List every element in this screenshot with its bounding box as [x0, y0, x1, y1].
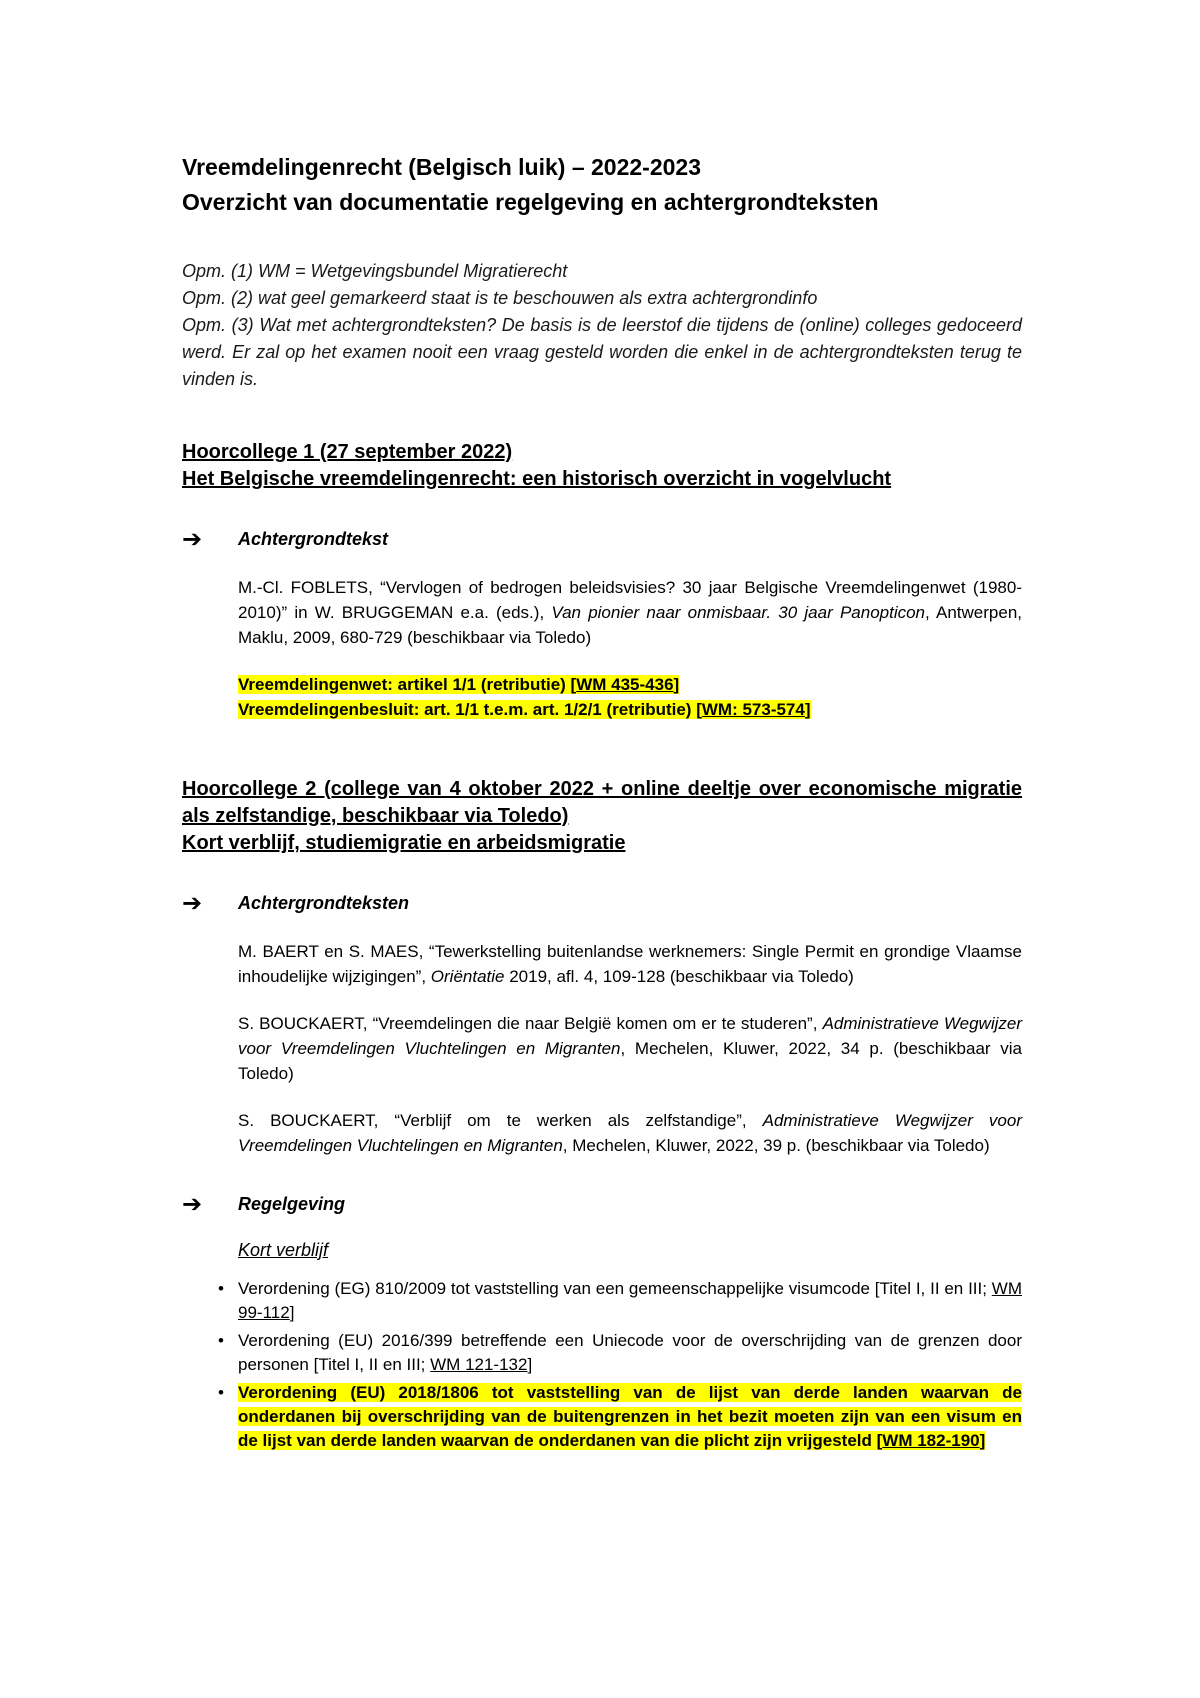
wm-reference-link[interactable]: WM 182-190	[882, 1431, 980, 1450]
reference-bouckaert-zelfstandige	[238, 1108, 1022, 1158]
highlight-text	[238, 675, 679, 694]
regulation-list	[182, 1277, 1022, 1453]
highlight-line-1	[238, 672, 1022, 697]
reference-title: Administratieve Wegwijzer voor Vreemdelingen Vluchtelingen en Migranten	[238, 1111, 1023, 1155]
document-title-line1: Vreemdelingenrecht (Belgisch luik) – 2022-2023	[182, 154, 702, 180]
remark-1: Opm. (1) WM = Wetgevingsbundel Migratierecht	[182, 261, 568, 281]
regelgeving-row	[182, 1191, 1022, 1218]
section-hoorcollege-2	[182, 776, 1022, 1453]
bullet-icon: •	[218, 1279, 224, 1298]
kort-verblijf-subheading: Kort verblijf	[238, 1240, 329, 1260]
right-arrow-icon: ➔	[182, 526, 203, 553]
bullet-icon: •	[218, 1383, 224, 1402]
bracket: ]	[804, 700, 811, 719]
achtergrondtekst-label: Achtergrondtekst	[238, 529, 389, 549]
section-2-heading-line2: Kort verblijf, studiemigratie en arbeidsmigratie	[182, 832, 626, 854]
achtergrondteksten-row	[182, 890, 1022, 917]
reference-title: Oriëntatie	[430, 967, 505, 986]
bracket: ]	[527, 1355, 533, 1374]
bracket: ]	[289, 1303, 295, 1322]
remarks	[182, 258, 1022, 393]
reference-baert-maes	[238, 939, 1022, 989]
document-title-line2: Overzicht van documentatie regelgeving en achtergrondteksten	[182, 189, 879, 215]
wm-reference-link[interactable]: WM 99-112	[238, 1279, 1022, 1322]
reference-foblets	[238, 575, 1022, 650]
list-item	[182, 1329, 1022, 1377]
highlight-text-part: Vreemdelingenbesluit: art. 1/1 t.e.m. art. 1/2/1 (retributie) [	[238, 700, 702, 719]
section-1-heading-line1: Hoorcollege 1 (27 september 2022)	[182, 441, 513, 463]
bracket: ]	[979, 1431, 986, 1450]
highlight-text	[238, 700, 811, 719]
regelgeving-label: Regelgeving	[238, 1194, 346, 1214]
wm-reference-link[interactable]: WM 121-132	[430, 1355, 528, 1374]
achtergrondtekst-row	[182, 526, 1022, 553]
wm-reference-link[interactable]: WM 435-436	[576, 675, 674, 694]
highlighted-legislation	[238, 672, 1022, 722]
right-arrow-icon: ➔	[182, 890, 203, 917]
reference-text: M.-Cl. FOBLETS, “Vervlogen of bedrogen beleidsvisies? 30 jaar Belgische Vreemdelingenwet (1980-2010)” in W. BRUGGEMAN e.a. (eds.),	[238, 578, 1022, 622]
section-hoorcollege-1	[182, 439, 1022, 722]
highlight-line-2	[238, 697, 1022, 722]
section-2-heading-line1: Hoorcollege 2 (college van 4 oktober 2022 + online deeltje over economische migratie als zelfstandige, beschikbaar via Toledo)	[182, 778, 1022, 827]
reference-text: , Antwerpen, Maklu, 2009, 680-729 (beschikbaar via Toledo)	[238, 603, 1022, 647]
remark-3: Opm. (3) Wat met achtergrondteksten? De basis is de leerstof die tijdens de (online) colleges gedoceerd werd. Er zal op het examen nooit een vraag gesteld worden die enkel in de achtergrondteksten terug te vinden is.	[182, 315, 1022, 389]
reference-text: 2019, afl. 4, 109-128 (beschikbaar via Toledo)	[504, 967, 854, 986]
remark-2: Opm. (2) wat geel gemarkeerd staat is te beschouwen als extra achtergrondinfo	[182, 288, 818, 308]
document-content	[182, 150, 1022, 1457]
reference-text: , Mechelen, Kluwer, 2022, 39 p. (beschikbaar via Toledo)	[562, 1136, 990, 1155]
reference-bouckaert-studeren	[238, 1011, 1022, 1086]
wm-reference-link[interactable]: WM: 573-574	[701, 700, 805, 719]
bracket: ]	[673, 675, 680, 694]
bullet-icon: •	[218, 1331, 224, 1350]
section-1-heading-line2: Het Belgische vreemdelingenrecht: een historisch overzicht in vogelvlucht	[182, 468, 892, 490]
reference-title: Van pionier naar onmisbaar. 30 jaar Panopticon	[551, 603, 926, 622]
list-item-text: Verordening (EU) 2018/1806 tot vaststelling van de lijst van derde landen waarvan de onderdanen bij overschrijding van de buitengrenzen in het bezit moeten zijn van een visum en de lijst van derde landen waarvan de onderdanen van die plicht zijn vrijgesteld [	[238, 1383, 1022, 1450]
reference-title: Administratieve Wegwijzer voor Vreemdelingen Vluchtelingen en Migranten	[238, 1014, 1023, 1058]
list-item	[182, 1381, 1022, 1453]
reference-text: S. BOUCKAERT, “Vreemdelingen die naar België komen om er te studeren”,	[238, 1014, 823, 1033]
achtergrondteksten-label: Achtergrondteksten	[238, 893, 410, 913]
reference-text: S. BOUCKAERT, “Verblijf om te werken als zelfstandige”,	[238, 1111, 763, 1130]
highlight-text-part: Vreemdelingenwet: artikel 1/1 (retributie) [	[238, 675, 577, 694]
list-item-text: Verordening (EU) 2016/399 betreffende een Uniecode voor de overschrijding van de grenzen door personen [Titel I, II en III;	[238, 1331, 1022, 1374]
right-arrow-icon: ➔	[182, 1191, 203, 1218]
reference-text: M. BAERT en S. MAES, “Tewerkstelling buitenlandse werknemers: Single Permit en grondige Vlaamse inhoudelijke wijzigingen”,	[238, 942, 1022, 986]
list-item-text: Verordening (EG) 810/2009 tot vaststelling van een gemeenschappelijke visumcode [Titel I, II en III;	[238, 1279, 992, 1298]
reference-text: , Mechelen, Kluwer, 2022, 34 p. (beschikbaar via Toledo)	[238, 1039, 1022, 1083]
list-item	[182, 1277, 1022, 1325]
highlight-text	[238, 1383, 1022, 1450]
